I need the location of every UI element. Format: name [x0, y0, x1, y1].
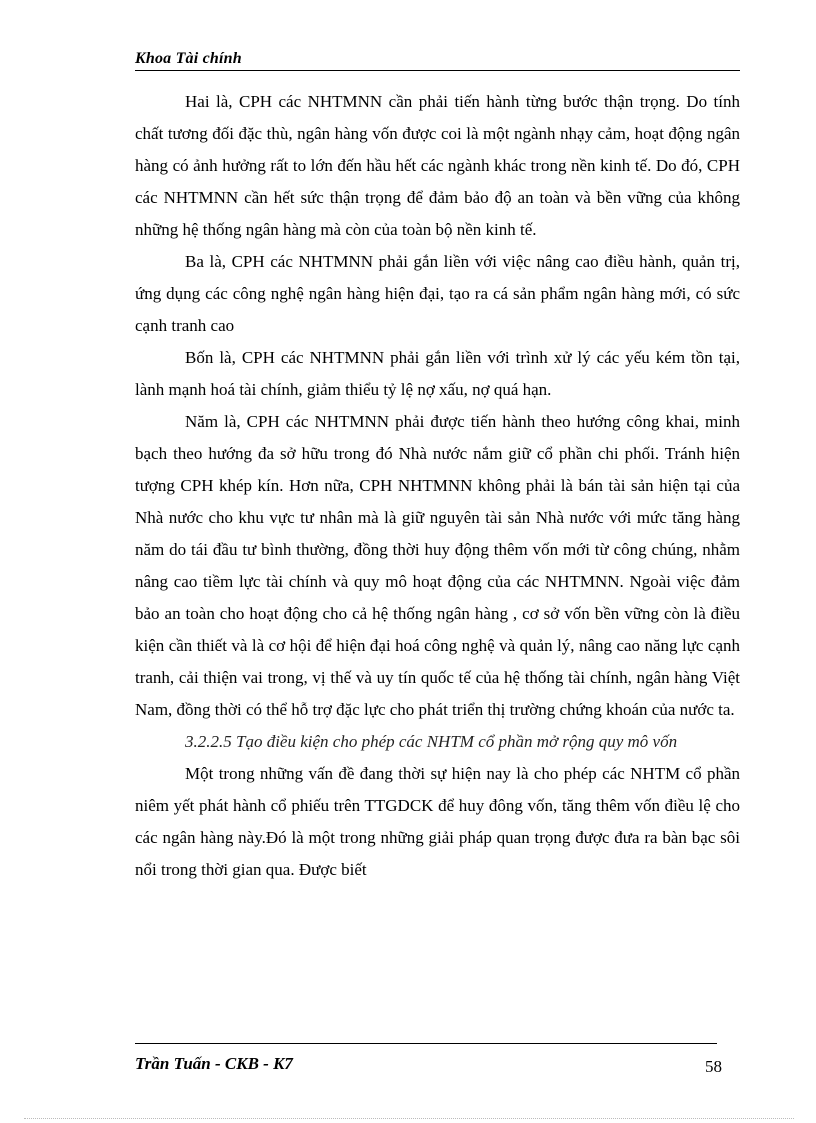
- paragraph-ba-la: Ba là, CPH các NHTMNN phải gắn liền với việc nâng cao điều hành, quản trị, ứng dụng các công nghệ ngân hàng hiện đại, tạo ra cá sản phẩm ngân hàng mới, có sức cạnh tranh cao: [135, 252, 740, 335]
- paragraph-hai-la: Hai là, CPH các NHTMNN cần phải tiến hành từng bước thận trọng. Do tính chất tương đối đặc thù, ngân hàng vốn được coi là một ngành nhạy cảm, hoạt động ngân hàng có ảnh hưởng rất to lớn đến hầu hết các ngành khác trong nền kinh tế. Do đó, CPH các NHTMNN cần hết sức thận trọng để đảm bảo độ an toàn và bền vững của không những hệ thống ngân hàng mà còn của toàn bộ nền kinh tế.: [135, 92, 740, 239]
- page-bottom-edge: [24, 1118, 794, 1119]
- paragraph-mot-trong-nhung: Một trong những vấn đề đang thời sự hiện nay là cho phép các NHTM cổ phần niêm yết phát hành cổ phiếu trên TTGDCK để huy đông vốn, tăng thêm vốn điều lệ cho các ngân hàng này.Đó là một trong những giải pháp quan trọng được đưa ra bàn bạc sôi nổi trong thời gian qua. Được biết: [135, 764, 740, 879]
- paragraph-bon-la: Bốn là, CPH các NHTMNN phải gắn liền với trình xử lý các yếu kém tồn tại, lành mạnh hoá tài chính, giảm thiểu tỷ lệ nợ xấu, nợ quá hạn.: [135, 348, 740, 399]
- footer-divider: [135, 1043, 717, 1044]
- section-subheading: 3.2.2.5 Tạo điều kiện cho phép các NHTM cổ phần mở rộng quy mô vốn: [185, 732, 678, 751]
- page-content: [135, 86, 740, 886]
- page-header: [135, 48, 740, 71]
- footer-author: Trần Tuấn - CKB - K7: [135, 1054, 293, 1073]
- header-title: Khoa Tài chính: [135, 50, 242, 67]
- page-number: 58: [705, 1057, 722, 1076]
- paragraph-nam-la: Năm là, CPH các NHTMNN phải được tiến hành theo hướng công khai, minh bạch theo hướng đa sở hữu trong đó Nhà nước nắm giữ cổ phần chi phối. Tránh hiện tượng CPH khép kín. Hơn nữa, CPH NHTMNN không phải là bán tài sản hiện tại của Nhà nước cho khu vực tư nhân mà là giữ nguyên tài sản Nhà nước với mức tăng hàng năm do tái đầu tư bình thường, đồng thời huy động thêm vốn mới từ công chúng, nhằm nâng cao tiềm lực tài chính và quy mô hoạt động của các NHTMNN. Ngoài việc đảm bảo an toàn cho hoạt động cho cả hệ thống ngân hàng , cơ sở vốn bền vững còn là điều kiện cần thiết và là cơ hội để hiện đại hoá công nghệ và quản lý, nâng cao năng lực cạnh tranh, cải thiện vai trong, vị thế và uy tín quốc tế của hệ thống tài chính, ngân hàng Việt Nam, đồng thời có thể hỗ trợ đặc lực cho phát triển thị trường chứng khoán của nước ta.: [135, 412, 740, 719]
